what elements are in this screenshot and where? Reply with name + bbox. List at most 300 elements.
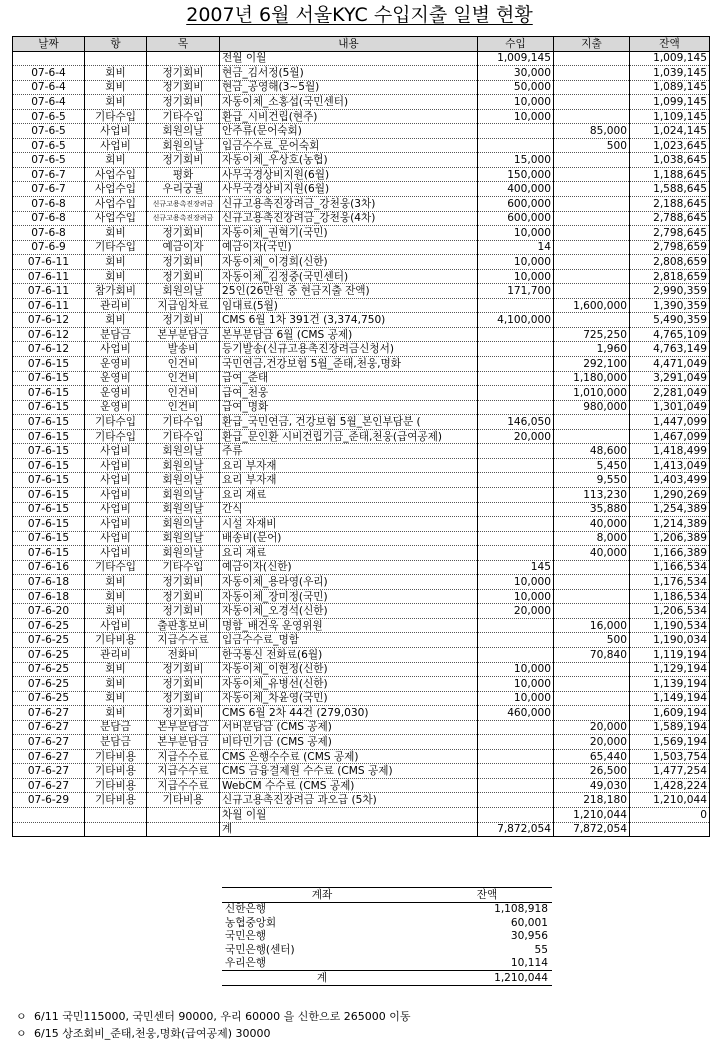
cell-income	[478, 546, 554, 561]
cell-balance: 1,176,534	[630, 575, 710, 590]
header-expense: 지출	[554, 37, 630, 52]
cell-description: 요리 재료	[220, 546, 478, 561]
cell-category: 회비	[85, 706, 147, 721]
cell-description: 차월 이월	[220, 807, 478, 822]
cell-subcategory: 본부분담금	[147, 735, 220, 750]
cell-income	[478, 371, 554, 386]
table-row	[13, 400, 710, 415]
cell-date: 07-6-15	[13, 546, 85, 561]
cell-description: 급여_명화	[220, 400, 478, 415]
cell-date: 07-6-25	[13, 633, 85, 648]
cell-subcategory: 정기회비	[147, 575, 220, 590]
cell-income: 10,000	[478, 255, 554, 270]
cell-subcategory: 정기회비	[147, 95, 220, 110]
cell-income	[478, 444, 554, 459]
cell-balance: 1,099,145	[630, 95, 710, 110]
cell-subcategory: 기타수입	[147, 560, 220, 575]
table-row	[13, 357, 710, 372]
table-row	[13, 662, 710, 677]
cell-income	[478, 720, 554, 735]
cell-income: 14	[478, 240, 554, 255]
account-balance: 55	[534, 943, 548, 956]
cell-category: 분담금	[85, 327, 147, 342]
cell-date: 07-6-25	[13, 647, 85, 662]
cell-income: 10,000	[478, 226, 554, 241]
cell-date: 07-6-27	[13, 720, 85, 735]
cell-subcategory: 본부분담금	[147, 720, 220, 735]
cell-category: 회비	[85, 313, 147, 328]
cell-income	[478, 473, 554, 488]
cell-balance: 1,166,534	[630, 560, 710, 575]
cell-subcategory: 정기회비	[147, 677, 220, 692]
cell-date: 07-6-15	[13, 400, 85, 415]
cell-date: 07-6-27	[13, 735, 85, 750]
cell-subcategory: 신규고용촉진장려금	[147, 211, 220, 226]
account-row	[222, 957, 552, 971]
cell-date: 07-6-12	[13, 327, 85, 342]
cell-category: 회비	[85, 80, 147, 95]
cell-category: 사업비	[85, 138, 147, 153]
table-row	[13, 560, 710, 575]
cell-description: 명함_배건욱 운영위원	[220, 618, 478, 633]
cell-category: 사업비	[85, 487, 147, 502]
cell-expense	[554, 211, 630, 226]
cell-balance: 1,413,049	[630, 458, 710, 473]
cell-subcategory: 정기회비	[147, 255, 220, 270]
table-row	[13, 429, 710, 444]
cell-date: 07-6-27	[13, 764, 85, 779]
cell-expense: 20,000	[554, 720, 630, 735]
table-row	[13, 80, 710, 95]
cell-balance: 1,129,194	[630, 662, 710, 677]
cell-subcategory: 인건비	[147, 371, 220, 386]
cell-category: 회비	[85, 604, 147, 619]
cell-balance: 1,039,145	[630, 66, 710, 81]
cell-date: 07-6-4	[13, 80, 85, 95]
cell-balance: 1,428,224	[630, 778, 710, 793]
cell-date: 07-6-20	[13, 604, 85, 619]
cell-income	[478, 298, 554, 313]
cell-balance: 1,009,145	[630, 51, 710, 66]
table-row	[13, 546, 710, 561]
cell-subcategory: 기타비용	[147, 793, 220, 808]
cell-expense	[554, 284, 630, 299]
account-name: 국민은행	[225, 930, 266, 943]
cell-date: 07-6-25	[13, 662, 85, 677]
cell-date: 07-6-11	[13, 269, 85, 284]
cell-description: 급여_준태	[220, 371, 478, 386]
cell-expense	[554, 66, 630, 81]
table-row	[13, 691, 710, 706]
cell-subcategory: 인건비	[147, 357, 220, 372]
cell-subcategory: 회원의날	[147, 531, 220, 546]
header-subcategory: 목	[147, 37, 220, 52]
cell-subcategory: 평화	[147, 167, 220, 182]
cell-description: 25인(26만원 중 현금지출 잔액)	[220, 284, 478, 299]
cell-subcategory: 정기회비	[147, 662, 220, 677]
cell-balance: 1,166,389	[630, 546, 710, 561]
cell-subcategory: 회원의날	[147, 284, 220, 299]
cell-income	[478, 357, 554, 372]
table-row	[13, 226, 710, 241]
cell-expense: 292,100	[554, 357, 630, 372]
cell-balance: 1,089,145	[630, 80, 710, 95]
cell-category: 회비	[85, 255, 147, 270]
cell-balance: 4,763,149	[630, 342, 710, 357]
table-row	[13, 807, 710, 822]
table-row	[13, 604, 710, 619]
cell-expense: 49,030	[554, 778, 630, 793]
table-row	[13, 647, 710, 662]
cell-balance: 2,188,645	[630, 197, 710, 212]
cell-income: 171,700	[478, 284, 554, 299]
cell-category: 사업수입	[85, 167, 147, 182]
cell-balance: 1,024,145	[630, 124, 710, 139]
cell-subcategory: 지급수수료	[147, 764, 220, 779]
cell-balance: 1,038,645	[630, 153, 710, 168]
cell-category: 사업비	[85, 502, 147, 517]
account-balance: 30,956	[510, 930, 548, 943]
cell-income: 400,000	[478, 182, 554, 197]
cell-description: 계	[220, 822, 478, 837]
cell-subcategory: 회원의날	[147, 487, 220, 502]
cell-subcategory: 발송비	[147, 342, 220, 357]
cell-description: 입금수수료_명함	[220, 633, 478, 648]
cell-category: 사업비	[85, 124, 147, 139]
cell-expense: 9,550	[554, 473, 630, 488]
cell-income	[478, 386, 554, 401]
cell-description: 환급_국민연금, 건강보험 5월_본인부담분 (	[220, 415, 478, 430]
cell-subcategory: 회원의날	[147, 458, 220, 473]
cell-category: 회비	[85, 153, 147, 168]
cell-date: 07-6-4	[13, 66, 85, 81]
cell-balance: 1,254,389	[630, 502, 710, 517]
cell-date: 07-6-15	[13, 415, 85, 430]
cell-expense	[554, 153, 630, 168]
cell-date: 07-6-15	[13, 444, 85, 459]
cell-description: 현금_공영해(3~5월)	[220, 80, 478, 95]
cell-subcategory: 지급수수료	[147, 633, 220, 648]
cell-income: 30,000	[478, 66, 554, 81]
cell-balance: 1,467,099	[630, 429, 710, 444]
cell-date: 07-6-15	[13, 502, 85, 517]
cell-income: 50,000	[478, 80, 554, 95]
note-item	[16, 1008, 411, 1025]
cell-category: 관리비	[85, 647, 147, 662]
cell-category: 운영비	[85, 400, 147, 415]
cell-balance: 1,190,034	[630, 633, 710, 648]
cell-description: 환급_문인환 시비건립기금_준태,천웅(급여공제)	[220, 429, 478, 444]
cell-expense: 40,000	[554, 517, 630, 532]
cell-balance: 0	[630, 807, 710, 822]
cell-date: 07-6-27	[13, 706, 85, 721]
account-row	[222, 902, 552, 916]
account-balance-table	[222, 887, 552, 986]
ledger-header-row	[13, 37, 710, 52]
table-row	[13, 735, 710, 750]
cell-date: 07-6-18	[13, 589, 85, 604]
cell-balance: 1,609,194	[630, 706, 710, 721]
table-row	[13, 720, 710, 735]
cell-category: 사업비	[85, 531, 147, 546]
cell-subcategory: 지급수수료	[147, 778, 220, 793]
cell-balance: 2,990,359	[630, 284, 710, 299]
table-row	[13, 371, 710, 386]
cell-balance: 2,788,645	[630, 211, 710, 226]
cell-income	[478, 517, 554, 532]
cell-description: 자동이체_유병선(신한)	[220, 677, 478, 692]
cell-expense	[554, 109, 630, 124]
cell-subcategory: 정기회비	[147, 706, 220, 721]
cell-subcategory: 정기회비	[147, 80, 220, 95]
cell-subcategory: 지급임차료	[147, 298, 220, 313]
cell-date: 07-6-4	[13, 95, 85, 110]
cell-balance: 2,281,049	[630, 386, 710, 401]
cell-expense: 1,010,000	[554, 386, 630, 401]
cell-description: 급여_천웅	[220, 386, 478, 401]
cell-date	[13, 51, 85, 66]
cell-description: 신규고용촉진장려금_강천웅(3차)	[220, 197, 478, 212]
cell-date: 07-6-15	[13, 531, 85, 546]
cell-income: 20,000	[478, 429, 554, 444]
cell-balance: 1,301,049	[630, 400, 710, 415]
cell-income	[478, 749, 554, 764]
cell-description: 신규고용촉진장려금 과오급 (5차)	[220, 793, 478, 808]
table-row	[13, 458, 710, 473]
bullet-icon: ㅇ	[16, 1027, 27, 1040]
table-row	[13, 167, 710, 182]
cell-description: 자동이체_오경석(신한)	[220, 604, 478, 619]
cell-date: 07-6-8	[13, 226, 85, 241]
cell-balance: 5,490,359	[630, 313, 710, 328]
table-row	[13, 298, 710, 313]
cell-date: 07-6-7	[13, 182, 85, 197]
cell-expense	[554, 80, 630, 95]
page-title	[0, 2, 719, 28]
cell-description: 요리 부자재	[220, 473, 478, 488]
cell-expense: 85,000	[554, 124, 630, 139]
table-row	[13, 138, 710, 153]
cell-date: 07-6-12	[13, 342, 85, 357]
account-header-row	[222, 888, 552, 903]
cell-category: 사업비	[85, 473, 147, 488]
cell-subcategory: 출판홍보비	[147, 618, 220, 633]
cell-subcategory	[147, 822, 220, 837]
header-description: 내용	[220, 37, 478, 52]
cell-income	[478, 138, 554, 153]
table-row	[13, 124, 710, 139]
cell-subcategory: 기타수입	[147, 429, 220, 444]
cell-category: 관리비	[85, 298, 147, 313]
cell-balance: 1,023,645	[630, 138, 710, 153]
cell-subcategory: 우리궁궐	[147, 182, 220, 197]
cell-date: 07-6-5	[13, 138, 85, 153]
cell-description: 예금이자(국민)	[220, 240, 478, 255]
cell-description: 전월 이월	[220, 51, 478, 66]
cell-balance: 2,798,645	[630, 226, 710, 241]
cell-balance: 1,403,499	[630, 473, 710, 488]
table-row	[13, 633, 710, 648]
cell-income	[478, 531, 554, 546]
cell-income: 10,000	[478, 677, 554, 692]
cell-subcategory: 기타수입	[147, 109, 220, 124]
account-total-amount: 1,210,044	[422, 971, 552, 986]
cell-description: 비타민기금 (CMS 공제)	[220, 735, 478, 750]
cell-balance: 1,214,389	[630, 517, 710, 532]
cell-income: 145	[478, 560, 554, 575]
cell-balance: 1,447,099	[630, 415, 710, 430]
cell-date: 07-6-27	[13, 749, 85, 764]
cell-subcategory: 정기회비	[147, 313, 220, 328]
cell-expense: 48,600	[554, 444, 630, 459]
cell-category: 사업수입	[85, 197, 147, 212]
cell-category: 사업비	[85, 517, 147, 532]
cell-expense	[554, 677, 630, 692]
cell-date: 07-6-8	[13, 211, 85, 226]
cell-income	[478, 764, 554, 779]
cell-category: 기타수입	[85, 109, 147, 124]
cell-income: 460,000	[478, 706, 554, 721]
table-row	[13, 502, 710, 517]
cell-expense	[554, 662, 630, 677]
cell-date: 07-6-11	[13, 284, 85, 299]
table-row	[13, 269, 710, 284]
table-row	[13, 342, 710, 357]
cell-category: 사업수입	[85, 182, 147, 197]
cell-date: 07-6-5	[13, 153, 85, 168]
cell-income	[478, 735, 554, 750]
cell-description: 한국통신 전화료(6월)	[220, 647, 478, 662]
cell-description: 사무국경상비지원(6월)	[220, 182, 478, 197]
cell-subcategory	[147, 51, 220, 66]
account-balance: 60,001	[510, 916, 548, 929]
cell-date: 07-6-25	[13, 677, 85, 692]
account-header-name: 계좌	[222, 888, 422, 903]
cell-balance: 1,190,534	[630, 618, 710, 633]
cell-subcategory: 정기회비	[147, 604, 220, 619]
cell-description: 자동이체_장미정(국민)	[220, 589, 478, 604]
table-row	[13, 822, 710, 837]
cell-category: 기타비용	[85, 633, 147, 648]
cell-subcategory: 회원의날	[147, 124, 220, 139]
cell-category: 기타수입	[85, 240, 147, 255]
cell-expense: 980,000	[554, 400, 630, 415]
cell-category: 회비	[85, 575, 147, 590]
cell-description: 요리 재료	[220, 487, 478, 502]
cell-balance: 1,206,534	[630, 604, 710, 619]
cell-subcategory: 정기회비	[147, 691, 220, 706]
cell-description: CMS 금융결제원 수수료 (CMS 공제)	[220, 764, 478, 779]
cell-expense	[554, 706, 630, 721]
cell-balance: 2,798,659	[630, 240, 710, 255]
cell-income	[478, 778, 554, 793]
table-row	[13, 793, 710, 808]
table-row	[13, 197, 710, 212]
cell-subcategory: 지급수수료	[147, 749, 220, 764]
cell-date: 07-6-15	[13, 429, 85, 444]
cell-income: 10,000	[478, 109, 554, 124]
cell-category	[85, 51, 147, 66]
cell-date: 07-6-11	[13, 255, 85, 270]
cell-income: 10,000	[478, 95, 554, 110]
cell-income: 10,000	[478, 691, 554, 706]
cell-income: 15,000	[478, 153, 554, 168]
cell-expense: 65,440	[554, 749, 630, 764]
cell-category: 사업비	[85, 546, 147, 561]
cell-income: 10,000	[478, 575, 554, 590]
account-row	[222, 916, 552, 930]
cell-income: 4,100,000	[478, 313, 554, 328]
cell-date: 07-6-15	[13, 371, 85, 386]
cell-expense	[554, 575, 630, 590]
cell-category: 운영비	[85, 371, 147, 386]
cell-subcategory: 전화비	[147, 647, 220, 662]
cell-description: 자동이체_차윤영(국민)	[220, 691, 478, 706]
cell-subcategory: 회원의날	[147, 517, 220, 532]
cell-expense: 113,230	[554, 487, 630, 502]
cell-balance: 1,109,145	[630, 109, 710, 124]
cell-date	[13, 822, 85, 837]
cell-balance: 1,210,044	[630, 793, 710, 808]
cell-description: 환급_시비건립(현주)	[220, 109, 478, 124]
cell-description: CMS 은행수수료 (CMS 공제)	[220, 749, 478, 764]
cell-expense	[554, 255, 630, 270]
cell-date: 07-6-15	[13, 458, 85, 473]
cell-balance: 1,139,194	[630, 677, 710, 692]
cell-category: 기타비용	[85, 749, 147, 764]
account-header-balance: 잔액	[422, 888, 552, 903]
cell-category: 회비	[85, 66, 147, 81]
table-row	[13, 182, 710, 197]
cell-income: 146,050	[478, 415, 554, 430]
table-row	[13, 706, 710, 721]
table-row	[13, 386, 710, 401]
cell-expense: 35,880	[554, 502, 630, 517]
account-row	[222, 943, 552, 957]
cell-balance: 4,765,109	[630, 327, 710, 342]
header-balance: 잔액	[630, 37, 710, 52]
table-row	[13, 531, 710, 546]
cell-balance: 1,186,534	[630, 589, 710, 604]
table-row	[13, 153, 710, 168]
cell-expense	[554, 604, 630, 619]
cell-balance: 1,589,194	[630, 720, 710, 735]
table-row	[13, 211, 710, 226]
cell-date: 07-6-27	[13, 778, 85, 793]
cell-subcategory	[147, 807, 220, 822]
cell-balance: 1,390,359	[630, 298, 710, 313]
cell-expense: 26,500	[554, 764, 630, 779]
cell-date: 07-6-9	[13, 240, 85, 255]
cell-date: 07-6-8	[13, 197, 85, 212]
cell-date: 07-6-25	[13, 691, 85, 706]
cell-income	[478, 618, 554, 633]
cell-income: 150,000	[478, 167, 554, 182]
cell-expense	[554, 313, 630, 328]
cell-date: 07-6-11	[13, 298, 85, 313]
cell-description: 요리 부자재	[220, 458, 478, 473]
cell-description: 시설 자재비	[220, 517, 478, 532]
cell-income	[478, 327, 554, 342]
account-name: 신한은행	[225, 903, 266, 916]
cell-expense	[554, 415, 630, 430]
cell-subcategory: 신규고용촉진장려금	[147, 197, 220, 212]
cell-income	[478, 647, 554, 662]
cell-category: 사업비	[85, 458, 147, 473]
cell-expense: 1,960	[554, 342, 630, 357]
cell-subcategory: 인건비	[147, 400, 220, 415]
cell-balance: 1,290,269	[630, 487, 710, 502]
